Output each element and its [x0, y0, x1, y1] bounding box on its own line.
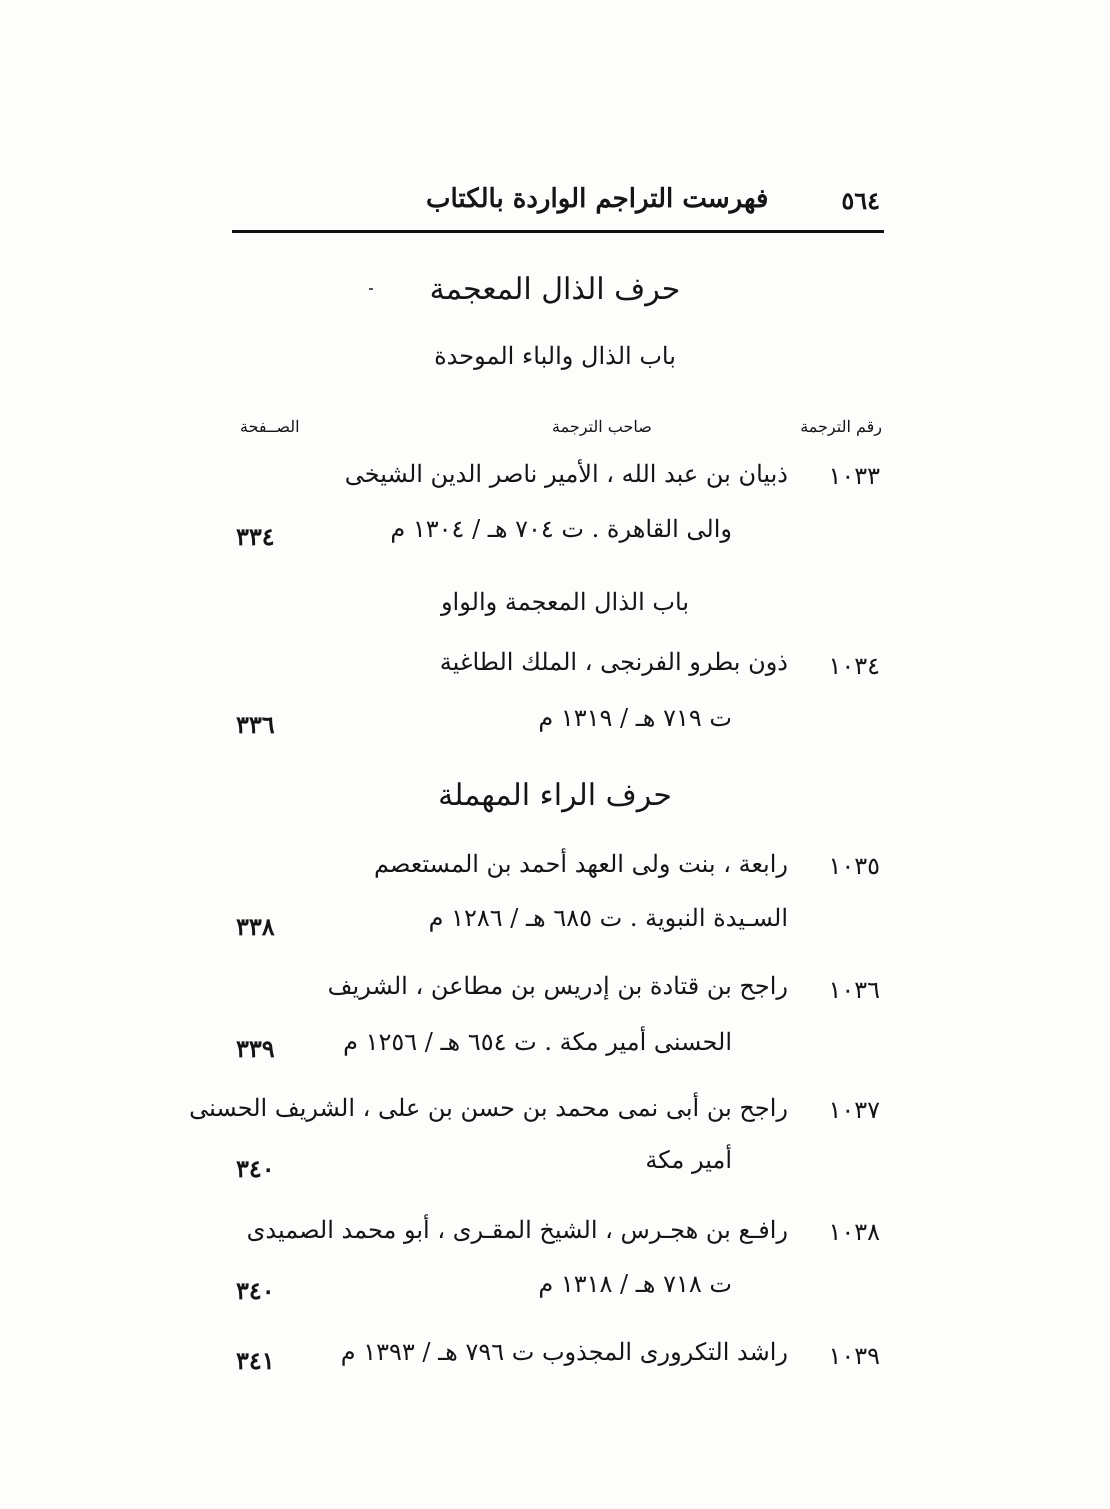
chapter-title-dhal-ba: باب الذال والباء الموحدة — [434, 342, 676, 370]
entry-details: أمير مكة — [645, 1146, 732, 1174]
entry-details: ت ٧١٨ هـ / ١٣١٨ م — [538, 1270, 732, 1298]
column-header-page: الصــفحة — [240, 417, 300, 436]
section-title-ra: حرف الراء المهملة — [438, 778, 672, 813]
entry-page: ٣٤٠ — [236, 1154, 275, 1183]
entry-number: ١٠٣٦ — [828, 976, 880, 1004]
running-title: فهرست التراجم الواردة بالكتاب — [426, 184, 769, 214]
entry-name: ذبيان بن عبد الله ، الأمير ناصر الدين الشيخى — [344, 460, 788, 488]
entry-page: ٣٣٤ — [236, 522, 275, 551]
entry-number: ١٠٣٤ — [828, 652, 880, 680]
entry-number: ١٠٣٧ — [828, 1096, 880, 1124]
column-header-entry-number: رقم الترجمة — [800, 417, 882, 436]
entry-number: ١٠٣٣ — [828, 462, 880, 490]
entry-name: رافـع بن هجـرس ، الشيخ المقـرى ، أبو محمد الصميدى — [246, 1216, 788, 1244]
header-rule — [232, 230, 884, 233]
chapter-title-dhal-waw: باب الذال المعجمة والواو — [440, 588, 690, 616]
entry-details: والى القاهرة . ت ٧٠٤ هـ / ١٣٠٤ م — [390, 515, 732, 543]
entry-page: ٣٤٠ — [236, 1276, 275, 1305]
entry-page: ٣٣٨ — [236, 912, 275, 941]
entry-name: رابعة ، بنت ولى العهد أحمد بن المستعصم — [374, 850, 788, 878]
entry-details: السـيدة النبوية . ت ٦٨٥ هـ / ١٢٨٦ م — [428, 904, 788, 932]
entry-name: راجح بن أبى نمى محمد بن حسن بن على ، الشريف الحسنى — [189, 1094, 788, 1122]
section-title-dhal: حرف الذال المعجمة — [429, 272, 681, 307]
entry-name: راشد التكرورى المجذوب ت ٧٩٦ هـ / ١٣٩٣ م — [340, 1338, 788, 1366]
entry-number: ١٠٣٨ — [828, 1218, 880, 1246]
entry-name: راجح بن قتادة بن إدريس بن مطاعن ، الشريف — [327, 972, 788, 1000]
entry-page: ٣٤١ — [236, 1346, 275, 1375]
entry-number: ١٠٣٩ — [828, 1342, 880, 1370]
entry-page: ٣٣٩ — [236, 1034, 275, 1063]
entry-details: الحسنى أمير مكة . ت ٦٥٤ هـ / ١٢٥٦ م — [343, 1028, 732, 1056]
entry-number: ١٠٣٥ — [828, 852, 880, 880]
page-number: ٥٦٤ — [841, 186, 880, 215]
entry-name: ذون بطرو الفرنجى ، الملك الطاغية — [439, 648, 788, 676]
column-header-subject: صاحب الترجمة — [552, 417, 652, 436]
entry-details: ت ٧١٩ هـ / ١٣١٩ م — [538, 704, 732, 732]
entry-page: ٣٣٦ — [236, 710, 275, 739]
